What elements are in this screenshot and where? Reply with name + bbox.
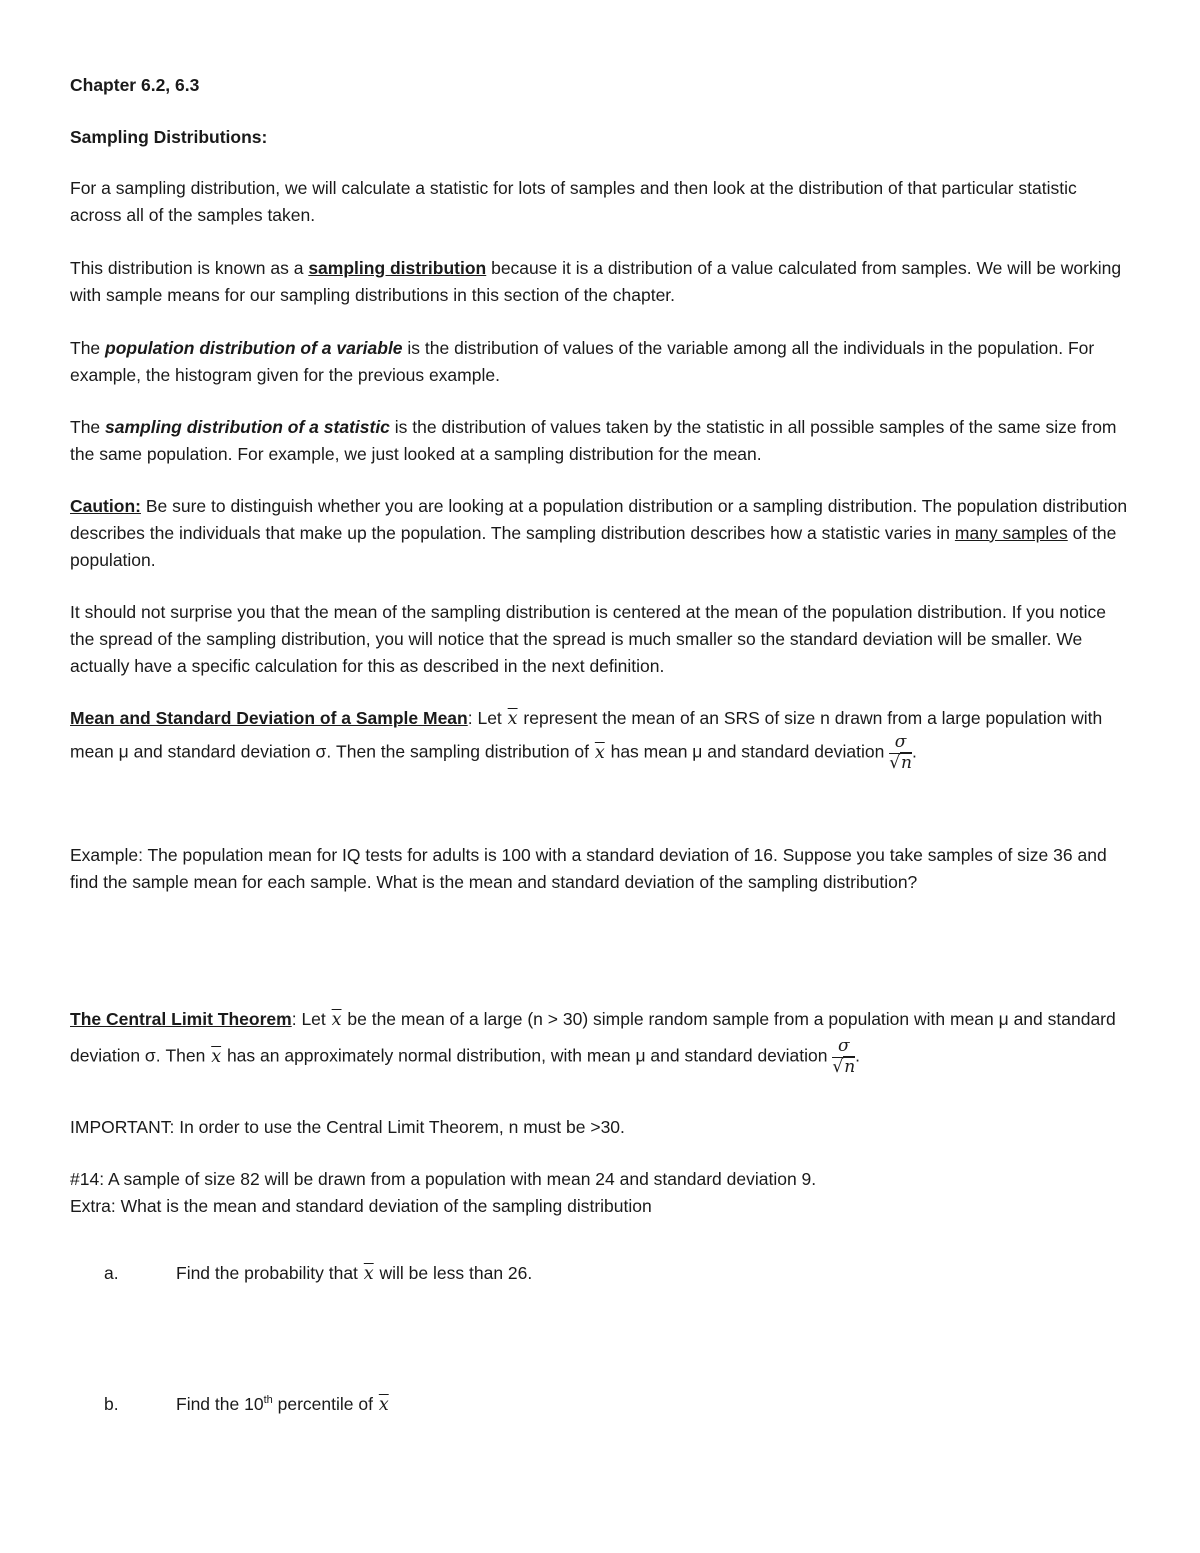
caution-paragraph — [70, 493, 1130, 574]
fraction-denominator — [832, 1058, 855, 1078]
text-run: Let — [296, 1009, 331, 1029]
radical-icon: √ — [889, 752, 901, 773]
theorem-title: The Central Limit Theorem — [70, 1009, 292, 1029]
population-distribution-paragraph — [70, 335, 1130, 389]
text-run: Find the probability that — [176, 1263, 363, 1283]
radicand: n — [901, 752, 912, 773]
text-run: represent the mean of an SRS of size n drawn from a large population with mean μ and standard deviation σ. Then the sampling distribution of — [70, 708, 1103, 762]
example-paragraph: Example: The population mean for IQ tests for adults is 100 with a standard deviation of 16. Suppose you take samples of size 36 and find the sample mean for each sample. What is the mean and standard deviation of the sampling distribution? — [70, 845, 1107, 892]
text-run: The — [70, 338, 106, 358]
text-run: is the distribution of values of the variable among all the individuals in the population. For example, the histogram given for the previous example. — [70, 338, 1095, 385]
text-run: has mean μ and standard deviation — [605, 741, 890, 762]
fraction-numerator: σ — [889, 733, 912, 754]
fraction-numerator: σ — [832, 1037, 855, 1058]
xbar-symbol: $\overline{x}$ — [331, 1010, 342, 1030]
text-run: has an approximately normal distribution, with mean μ and standard deviation — [222, 1045, 833, 1066]
text-run: Let — [472, 708, 507, 728]
item-b-text — [176, 1391, 1126, 1419]
text-run: . — [911, 741, 917, 762]
sigma-over-root-n-fraction — [832, 1037, 855, 1077]
xbar-symbol: $\overline{x}$ — [211, 1046, 222, 1067]
sampling-distribution-paragraph — [70, 255, 1130, 309]
text-run: : — [467, 708, 473, 728]
text-run: because it is a distribution of a value calculated from samples. We will be working with sample means for our sampling distributions in this section of the chapter. — [70, 258, 1122, 305]
text-run: will be less than 26. — [374, 1263, 533, 1283]
xbar-symbol: $\overline{x}$ — [378, 1395, 389, 1415]
chapter-heading: Chapter 6.2, 6.3 — [70, 75, 200, 95]
fraction-denominator — [889, 754, 912, 774]
definition-title: Mean and Standard Deviation of a Sample Mean — [70, 708, 468, 728]
definition-mean-sd — [70, 705, 1130, 773]
xbar-symbol: $\overline{x}$ — [594, 742, 605, 763]
text-run: is the distribution of values taken by the statistic in all possible samples of the same size from the same population. For example, we just looked at a sampling distribution for the mean. — [70, 417, 1117, 464]
important-note: IMPORTANT: In order to use the Central Limit Theorem, n must be >30. — [70, 1117, 625, 1137]
section-title: Sampling Distributions: — [70, 127, 268, 147]
xbar-symbol: $\overline{x}$ — [507, 709, 518, 729]
caution-label: Caution: — [70, 496, 141, 516]
underlined-text: many samples — [954, 523, 1068, 543]
radicand: n — [844, 1056, 856, 1077]
term-population-distribution: population distribution of a variable — [105, 338, 403, 358]
central-limit-theorem — [70, 1002, 1130, 1077]
item-a-label: a. — [104, 1263, 119, 1283]
term-sampling-statistic: sampling distribution of a statistic — [105, 417, 390, 437]
text-run: of the population. — [70, 523, 1117, 570]
item-a-text — [176, 1260, 1126, 1288]
text-run: be the mean of a large (n > 30) simple random sample from a population with mean μ and standard deviation σ. Then — [70, 1009, 1116, 1066]
sigma-over-root-n-fraction — [889, 733, 912, 773]
problem-line: #14: A sample of size 82 will be drawn from a population with mean 24 and standard deviation 9. — [70, 1169, 817, 1189]
item-b-label: b. — [104, 1394, 119, 1414]
text-run: Be sure to distinguish whether you are looking at a population distribution or a sampling distribution. The population distribution describes the individuals that make up the population. The sampling distribution describes how a statistic varies in — [70, 496, 1128, 543]
text-run: The — [70, 417, 106, 437]
text-run: This distribution is known as a — [70, 258, 309, 278]
xbar-symbol: $\overline{x}$ — [363, 1264, 374, 1284]
ordinal-suffix: th — [263, 1394, 273, 1407]
term-sampling-distribution: sampling distribution — [308, 258, 487, 278]
text-run: . — [855, 1045, 861, 1066]
sampling-statistic-paragraph — [70, 414, 1130, 468]
radical-icon: √ — [832, 1056, 844, 1077]
text-run: : — [291, 1009, 297, 1029]
intro-paragraph: For a sampling distribution, we will calculate a statistic for lots of samples and then look at the distribution of that particular statistic across all of the samples taken. — [70, 178, 1077, 225]
text-run: percentile of — [272, 1394, 378, 1414]
problem-extra-line: Extra: What is the mean and standard deviation of the sampling distribution — [70, 1196, 652, 1216]
problem-statement — [70, 1166, 1130, 1220]
center-paragraph: It should not surprise you that the mean of the sampling distribution is centered at the mean of the population distribution. If you notice the spread of the sampling distribution, you will notice that the spread is much smaller so the standard deviation will be smaller. We actually have a specific calculation for this as described in the next definition. — [70, 602, 1107, 676]
text-run: Find the 10 — [176, 1394, 264, 1414]
